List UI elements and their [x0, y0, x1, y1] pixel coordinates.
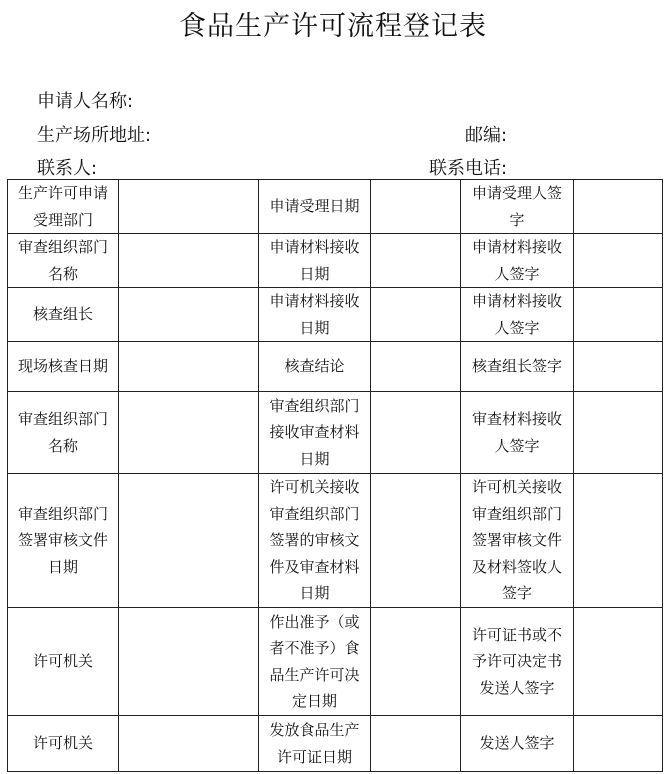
row-label: 许可机关	[8, 716, 119, 772]
table-row	[8, 234, 663, 288]
row-label: 申请材料接收日期	[259, 234, 371, 288]
fill-cell[interactable]	[371, 288, 461, 342]
fill-cell[interactable]	[119, 392, 259, 474]
table-row	[8, 474, 663, 608]
row-label: 核查组长签字	[461, 342, 574, 392]
fill-cell[interactable]	[574, 342, 663, 392]
row-label: 申请材料接收人签字	[461, 288, 574, 342]
row-label: 审查材料接收人签字	[461, 392, 574, 474]
row-label: 发放食品生产许可证日期	[259, 716, 371, 772]
contact-person-label: 联系人:	[37, 158, 98, 179]
table-row	[8, 180, 663, 234]
row-label: 许可机关接收审查组织部门签署的审核文件及审查材料日期	[259, 474, 371, 608]
applicant-name-label: 申请人名称:	[37, 91, 134, 112]
page-title: 食品生产许可流程登记表	[179, 11, 487, 42]
contact-phone-label: 联系电话:	[429, 158, 508, 179]
fill-cell[interactable]	[371, 474, 461, 608]
fill-cell[interactable]	[371, 608, 461, 716]
fill-cell[interactable]	[371, 234, 461, 288]
row-label: 审查组织部门名称	[8, 392, 119, 474]
postcode-label: 邮编:	[465, 125, 508, 146]
fill-cell[interactable]	[574, 180, 663, 234]
row-label: 审查组织部门签署审核文件日期	[8, 474, 119, 608]
row-label: 发送人签字	[461, 716, 574, 772]
row-label: 核查组长	[8, 288, 119, 342]
table-row	[8, 716, 663, 772]
row-label: 许可机关	[8, 608, 119, 716]
fill-cell[interactable]	[119, 608, 259, 716]
fill-cell[interactable]	[119, 474, 259, 608]
row-label: 核查结论	[259, 342, 371, 392]
fill-cell[interactable]	[119, 342, 259, 392]
table-row	[8, 392, 663, 474]
row-label: 申请受理人签字	[461, 180, 574, 234]
fill-cell[interactable]	[574, 474, 663, 608]
row-label: 申请受理日期	[259, 180, 371, 234]
fill-cell[interactable]	[574, 608, 663, 716]
row-label: 许可证书或不予许可决定书发送人签字	[461, 608, 574, 716]
row-label: 申请材料接收日期	[259, 288, 371, 342]
fill-cell[interactable]	[371, 392, 461, 474]
fill-cell[interactable]	[371, 180, 461, 234]
fill-cell[interactable]	[119, 288, 259, 342]
row-label: 作出准予（或者不准予）食品生产许可决定日期	[259, 608, 371, 716]
row-label: 生产许可申请受理部门	[8, 180, 119, 234]
table-row	[8, 342, 663, 392]
fill-cell[interactable]	[371, 342, 461, 392]
fill-cell[interactable]	[574, 234, 663, 288]
fill-cell[interactable]	[371, 716, 461, 772]
row-label: 申请材料接收人签字	[461, 234, 574, 288]
fill-cell[interactable]	[119, 716, 259, 772]
table-row	[8, 288, 663, 342]
row-label: 审查组织部门接收审查材料日期	[259, 392, 371, 474]
fill-cell[interactable]	[574, 288, 663, 342]
table-row	[8, 608, 663, 716]
fill-cell[interactable]	[119, 180, 259, 234]
fill-cell[interactable]	[119, 234, 259, 288]
fill-cell[interactable]	[574, 716, 663, 772]
registration-table	[7, 179, 663, 772]
fill-cell[interactable]	[574, 392, 663, 474]
row-label: 现场核查日期	[8, 342, 119, 392]
row-label: 审查组织部门名称	[8, 234, 119, 288]
production-address-label: 生产场所地址:	[37, 125, 152, 146]
row-label: 许可机关接收审查组织部门签署审核文件及材料签收人签字	[461, 474, 574, 608]
